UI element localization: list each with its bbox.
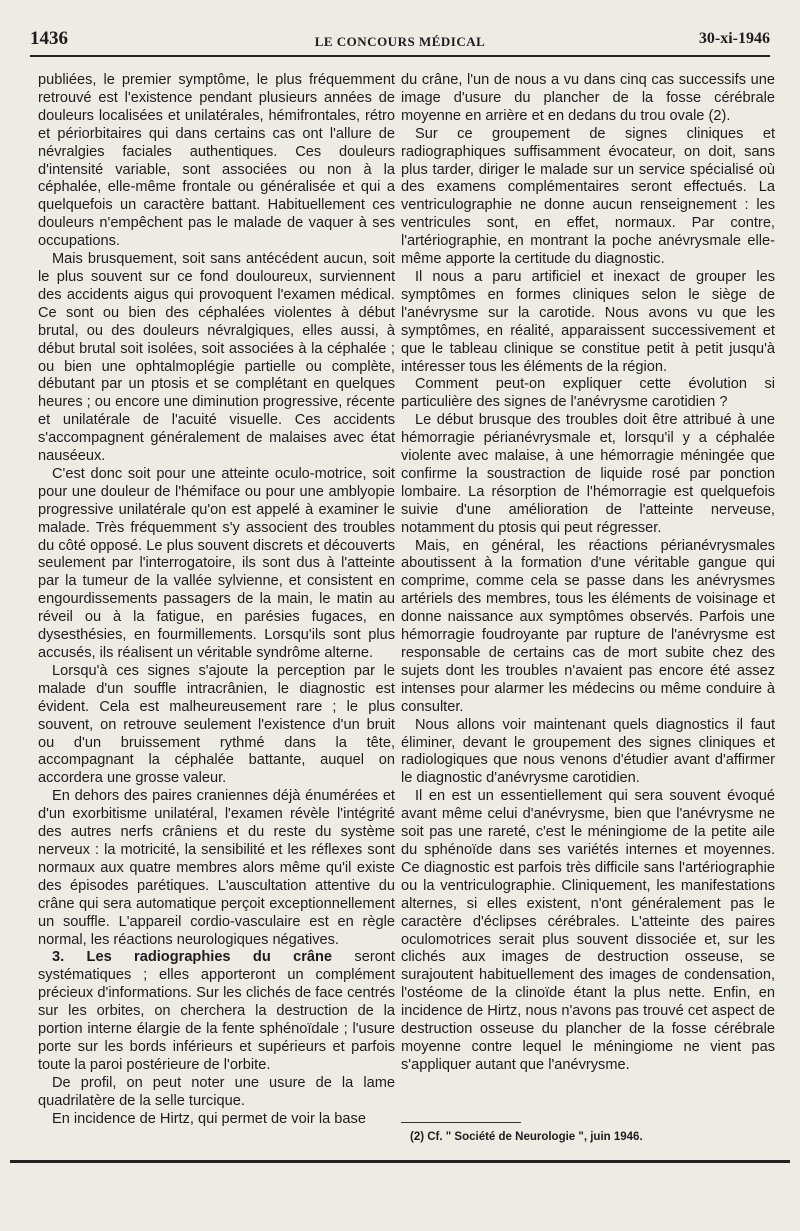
paragraph: En incidence de Hirtz, qui permet de voir la base (52, 1110, 366, 1127)
paragraph-text: seront systématiques ; elles apporteront un complément précieux d'informations. Sur les clichés de face centrés sur les orbites, on cherchera la destruction de la portion interne élargie de la fente sphénoïdale ; l'usure porte sur les bords inférieurs et supérieurs et parfois toute la paroi postérieure de l'orbite. (38, 949, 395, 1073)
paragraph: Nous allons voir maintenant quels diagnostics il faut éliminer, devant le groupement des signes cliniques et radiologiques que nous venons d'étudier avant d'affirmer le diagnostic d'anévrysme carotidien. (401, 716, 775, 787)
paragraph: Comment peut-on expliquer cette évolution si particulière des signes de l'anévrysme carotidien ? (401, 376, 775, 411)
issue-date: 30-xi-1946 (698, 30, 770, 47)
section-heading: 3. Les radiographies du crâne (52, 949, 333, 966)
right-column (401, 72, 775, 1075)
paragraph: Lorsqu'à ces signes s'ajoute la perception par le malade d'un souffle intracrânien, le diagnostic est évident. Cela est malheureusement rare ; le plus souvent, on retrouve seulement l'existence d'un bruit ou d'un bruissement rythmé dans la tête, accompagnant la céphalée battante, auquel on accordera une grosse valeur. (38, 662, 395, 787)
paragraph: du crâne, l'un de nous a vu dans cinq cas successifs une image d'usure du plancher de la fosse cérébrale moyenne en arrière et en dedans du trou ovale (2). (401, 72, 775, 124)
paragraph: Le début brusque des troubles doit être attribué à une hémorragie périanévrysmale et, lorsqu'il y a céphalée violente avec malaise, à une hémorragie méningée que confirme la soustraction de liquide rosé par ponction lombaire. La résorption de l'hémorragie est quelquefois suivie d'une amélioration de l'atteinte nerveuse, notamment du ptosis qui peut régresser. (401, 412, 775, 536)
bottom-rule (10, 1160, 790, 1163)
paragraph: De profil, on peut noter une usure de la lame quadrilatère de la selle turcique. (38, 1074, 395, 1109)
footnote-rule (401, 1122, 521, 1123)
journal-title: LE CONCOURS MÉDICAL (314, 34, 486, 49)
paragraph: Il nous a paru artificiel et inexact de grouper les symptômes en formes cliniques selon le siège de l'anévrysme sur la carotide. Nous avons vu que les symptômes, en réalité, apparaissent successivement et que le tableau clinique se constitue petit à petit jusqu'à intéresser tous les éléments de la région. (401, 268, 775, 375)
left-column (38, 72, 395, 1128)
footnote: (2) Cf. " Société de Neurologie ", juin 1946. (410, 1131, 643, 1143)
header-rule (30, 55, 770, 57)
paragraph: En dehors des paires craniennes déjà énumérées et d'un exorbitisme unilatéral, l'examen révèle l'intégrité des autres nerfs crâniens et du reste du système nerveux : la motricité, la sensibilité et les réflexes sont normaux aux quatre membres alors même qu'il existe des épisodes parétiques. L'auscultation attentive du crâne qui sera automatique perçoit exceptionnellement un souffle. L'appareil cordio-vasculaire est en règle normal, les réactions neurologiques négatives. (38, 788, 395, 948)
paragraph: Mais, en général, les réactions périanévrysmales aboutissent à la formation d'une véritable gangue qui comprime, comme cela se passe dans les anévrysmes artériels des membres, tous les éléments de voisinage et donne naissance aux symptômes observés. Parfois une hémorragie foudroyante par rupture de l'anévrysme est responsable de certains cas de mort subite chez des sujets dont les troubles n'avaient pas encore été assez intenses pour alarmer les médecins ou même conduire à consulter. (401, 537, 775, 715)
paragraph: publiées, le premier symptôme, le plus fréquemment retrouvé est l'existence pendant plusieurs années de douleurs localisées et unilatérales, hémifrontales, rétro et périorbitaires qui dans certains cas ont l'allure de névralgies faciales authentiques. Ces douleurs d'intensité variable, sont associées ou non à la céphalée, elle-même frontale ou généralisée et qui a quelquefois un caractère battant. Habituellement ces douleurs n'empêchent pas le malade de vaquer à ses occupations. (38, 72, 395, 250)
page-header (30, 28, 770, 54)
paragraph: C'est donc soit pour une atteinte oculo-motrice, soit pour une douleur de l'hémiface ou pour une amblyopie progressive unilatérale qu'on est appelé à examiner le malade. Très fréquemment s'y associent des troubles du côté opposé. Le plus souvent discrets et découverts seulement par l'interrogatoire, ils sont dus à l'atteinte par la tumeur de la vallée sylvienne, et consistent en engourdissements passagers de la main, le matin au réveil ou à la fatigue, en parésies fugaces, en dysesthésies, en fourmillements. Lorsqu'ils sont plus accusés, ils réalisent un véritable syndrôme alterne. (38, 465, 395, 661)
paragraph (38, 949, 395, 1074)
page-number: 1436 (30, 28, 68, 49)
paragraph: Il en est un essentiellement qui sera souvent évoqué avant même celui d'anévrysme, bien que l'anévrysme ne soit pas une rareté, c'est le méningiome de la petite aile du sphénoïde dans ses variétés internes et moyennes. Ce diagnostic est parfois très difficile sans l'artériographie ou la ventriculographie. Cliniquement, les manifestations alternes, si elles existent, n'ont généralement pas le caractère d'éclipses cérébrales. L'atteinte des paires oculomotrices serait plus souvent dissociée et, sur les clichés aux images de destruction osseuse, se surajoutent habituellement des images de condensation, l'ostéome de la clinoïde étant la plus nette. Enfin, en incidence de Hirtz, nous n'avons pas trouvé cet aspect de destruction osseuse du plancher de la fosse cérébrale moyenne contre lequel le méningiome ne vient pas s'appliquer autant que l'anévrysme. (401, 788, 775, 1073)
paragraph: Mais brusquement, soit sans antécédent aucun, soit le plus souvent sur ce fond douloureux, surviennent des accidents aigus qui provoquent l'examen médical. Ce sont ou bien des céphalées violentes à début brutal, ou des douleurs névralgiques, elles aussi, à début brutal soit isolées, soit associées à la céphalée ; ou bien une ophtalmoplégie partielle ou complète, débutant par un ptosis et se complétant en quelques heures ; ou encore une diminution progressive, récente et unilatérale de l'acuité visuelle. Ces accidents s'accompagnent généralement de malaises avec état nauséeux. (38, 251, 395, 465)
paragraph: Sur ce groupement de signes cliniques et radiographiques suffisamment évocateur, on doit, sans plus tarder, diriger le malade sur un service spécialisé où des examens complémentaires seront effectués. La ventriculographie ne donne aucun renseignement : les ventricules sont, en effet, normaux. Par contre, l'artériographie, en montrant la poche anévrysmale elle-même apporte la certitude du diagnostic. (401, 125, 775, 268)
